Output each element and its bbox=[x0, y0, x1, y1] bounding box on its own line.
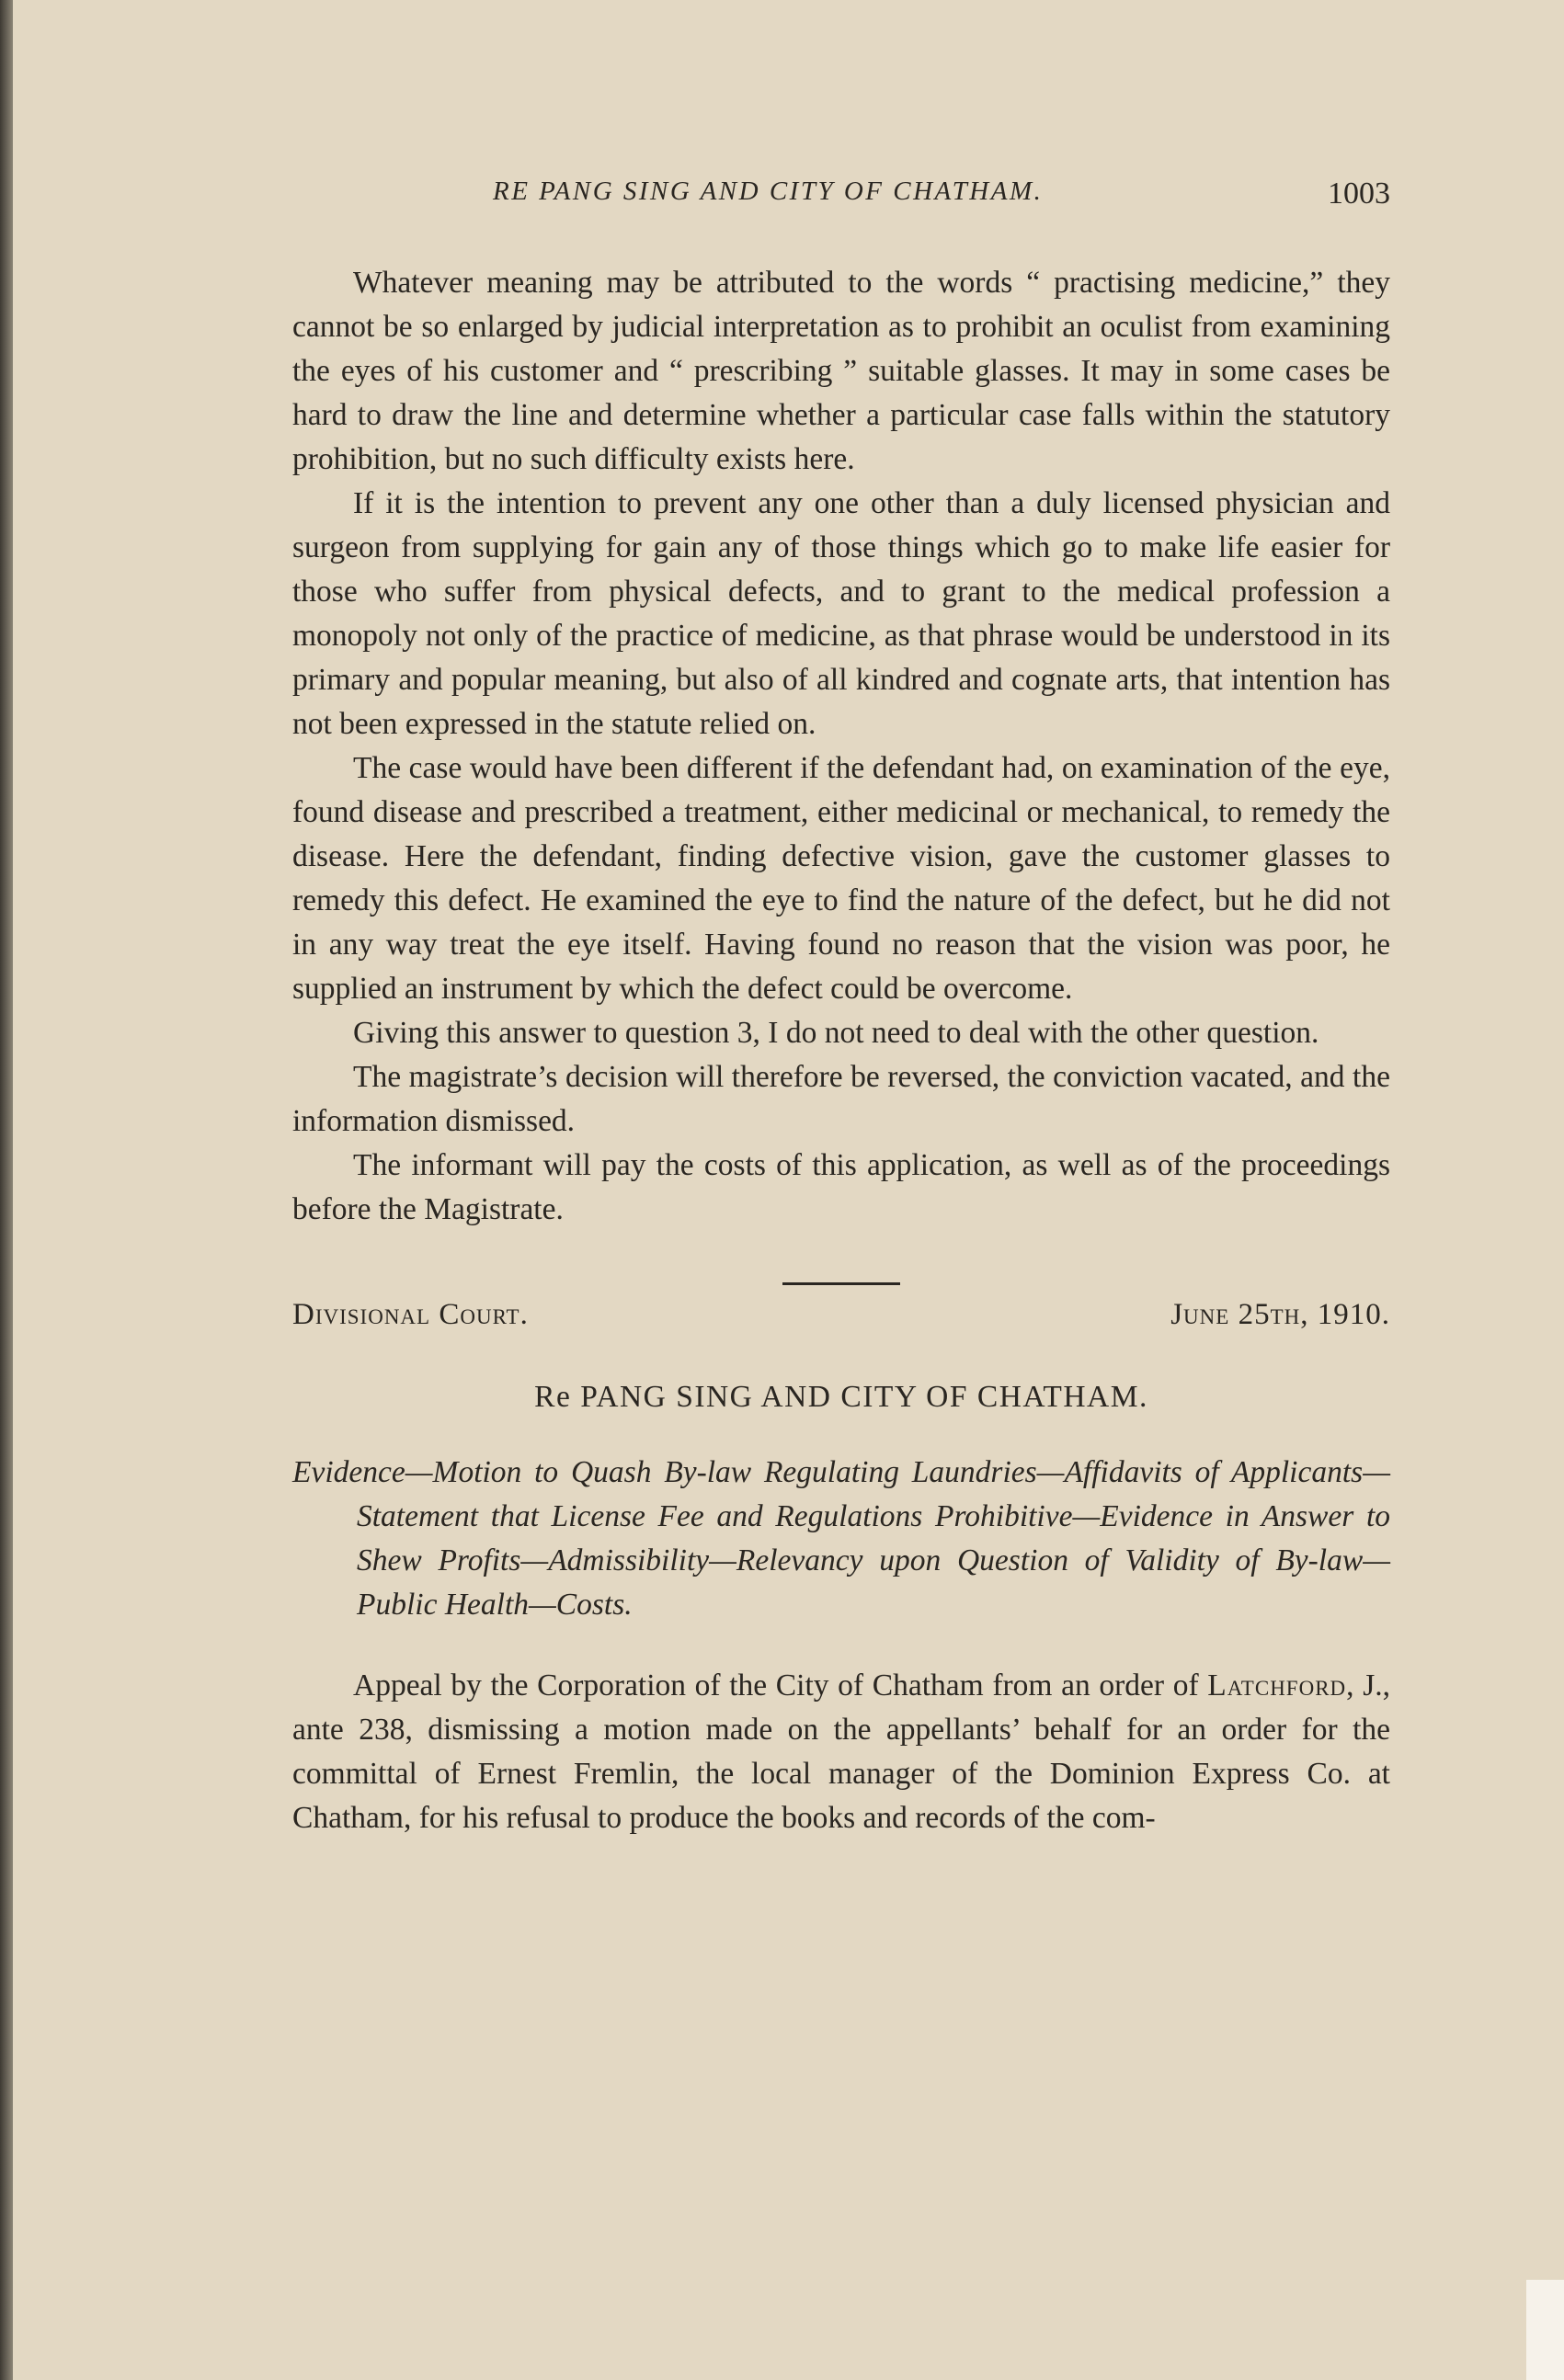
paragraph-intention: If it is the intention to prevent any one other than a duly licensed physician and surgeon from supplying for gain any of those things which go to make life easier for those who suffer from physical defects, and to grant to the medical profession a monopoly not only of the practice of medicine, as that phrase would be understood in its primary and popular meaning, but also of all kindred and cognate arts, that intention has not been expressed in the statute relied on. bbox=[292, 486, 1390, 741]
court-name-text: Divisional Court. bbox=[292, 1298, 529, 1331]
running-title: RE PANG SING AND CITY OF CHATHAM. bbox=[493, 177, 1044, 206]
appeal-text-after: , J., ante 238, dismissing a motion made on the appellants’ behalf for an order for the committal of Ernest Fremlin, the local manager of the Dominion Express Co. at Chatham, for his refusal to produce the books and records of the com- bbox=[292, 1668, 1390, 1835]
judge-name: Latchford bbox=[1207, 1668, 1347, 1702]
paragraph-costs: The informant will pay the costs of this application, as well as of the proceedings before the Magistrate. bbox=[292, 1148, 1390, 1226]
court-name bbox=[292, 1298, 529, 1332]
court-date bbox=[1170, 1298, 1390, 1332]
text-block bbox=[292, 175, 1390, 1840]
section-divider bbox=[782, 1282, 900, 1285]
paragraph-decision: The magistrate’s decision will therefore be reversed, the conviction vacated, and the information dismissed. bbox=[292, 1060, 1390, 1138]
appeal-text-before: Appeal by the Corporation of the City of Chatham from an order of bbox=[353, 1668, 1199, 1702]
paragraph-question-three: Giving this answer to question 3, I do not need to deal with the other question. bbox=[353, 1016, 1319, 1050]
page-binding-edge bbox=[0, 0, 13, 2380]
case-title: Re PANG SING AND CITY OF CHATHAM. bbox=[534, 1380, 1148, 1414]
court-date-text: June 25th, 1910. bbox=[1170, 1298, 1390, 1331]
paragraph-appeal bbox=[292, 1664, 1390, 1840]
book-page bbox=[13, 0, 1564, 2380]
headnote: Evidence—Motion to Quash By-law Regulating Laundries—Affidavits of Applicants—Statement that License Fee and Regulations Prohibitive—Evidence in Answer to Shew Profits—Admissibility—Relevancy upon Question of Validity of By-law—Public Health—Costs. bbox=[292, 1455, 1390, 1622]
running-head bbox=[292, 175, 1390, 221]
scan-edge-strip bbox=[1526, 2280, 1564, 2380]
paragraph-practising-medicine: Whatever meaning may be attributed to the words “ practising medicine,” they cannot be so enlarged by judicial interpretation as to prohibit an oculist from examining the eyes of his customer and “ prescribing ” suitable glasses. It may in some cases be hard to draw the line and determine whether a particular case falls within the statutory prohibition, but no such difficulty exists here. bbox=[292, 266, 1390, 476]
paragraph-case-different: The case would have been different if the defendant had, on examination of the eye, found disease and prescribed a treatment, either medicinal or mechanical, to remedy the disease. Here the defendant, finding defective vision, gave the customer glasses to remedy this defect. He examined the eye to find the nature of the defect, but he did not in any way treat the eye itself. Having found no reason that the vision was poor, he supplied an instrument by which the defect could be overcome. bbox=[292, 751, 1390, 1006]
page-number: 1003 bbox=[1328, 177, 1390, 211]
court-line bbox=[292, 1298, 1390, 1344]
